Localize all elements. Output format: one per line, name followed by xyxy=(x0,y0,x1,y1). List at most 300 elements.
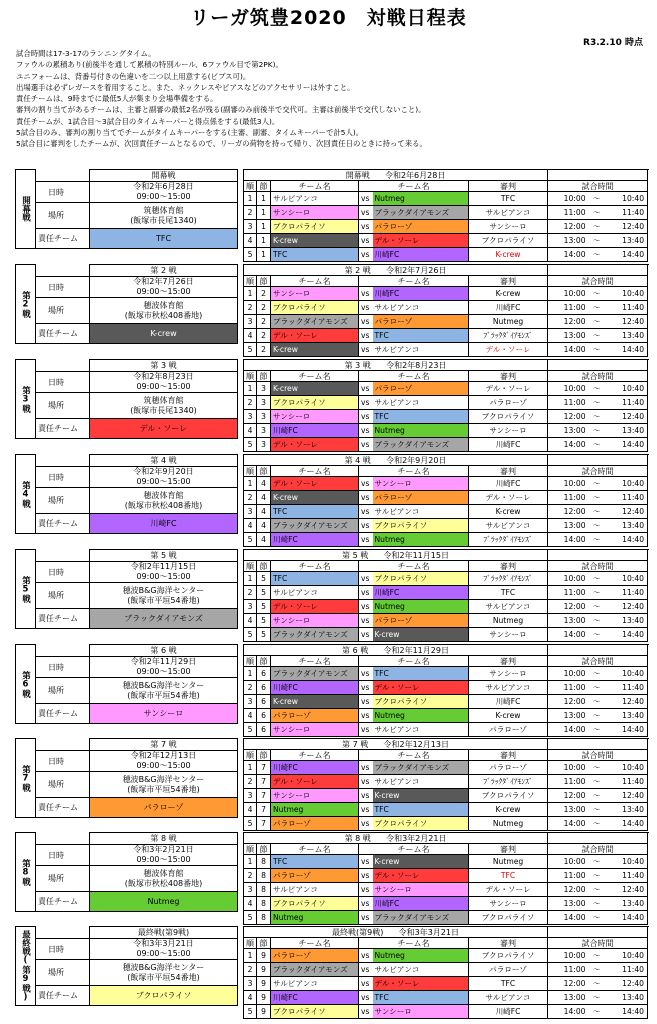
referee-team: サンシーロ xyxy=(469,628,548,642)
blank-cell xyxy=(36,927,90,939)
start-time: 10:00 xyxy=(548,949,588,963)
match-order: 4 xyxy=(244,897,257,911)
match-order: 5 xyxy=(244,438,257,452)
referee-team: デル・ソーレ xyxy=(469,382,548,396)
team-a: 川崎FC xyxy=(271,991,359,1005)
team-a: K-crew xyxy=(271,234,359,248)
team-a: パラローゾ xyxy=(271,869,359,883)
match-row xyxy=(244,424,648,438)
team-a: ブラックダイアモンズ xyxy=(271,315,359,329)
section-header: 節 xyxy=(257,844,271,855)
tilde: ～ xyxy=(588,301,606,315)
referee-team: デル・ソーレ xyxy=(469,343,548,357)
start-time: 10:00 xyxy=(548,382,588,396)
team-b: デル・ソーレ xyxy=(373,234,469,248)
match-row xyxy=(244,410,648,424)
datetime-label: 日時 xyxy=(36,845,90,866)
match-row xyxy=(244,709,648,723)
match-time-header: 試合時間 xyxy=(548,181,648,192)
match-row xyxy=(244,614,648,628)
start-time: 11:00 xyxy=(548,206,588,220)
match-order: 2 xyxy=(244,206,257,220)
team-a: サンシーロ xyxy=(271,206,359,220)
team-a: K-crew xyxy=(271,491,359,505)
round-info-table xyxy=(15,454,238,534)
end-time: 10:40 xyxy=(606,667,648,681)
start-time: 12:00 xyxy=(548,695,588,709)
start-time: 10:00 xyxy=(548,287,588,301)
round-venue xyxy=(90,203,238,229)
match-header-date: 令和2年8月23日 xyxy=(386,360,447,370)
responsible-team: 川崎FC xyxy=(90,514,238,534)
team-b: パラローゾ xyxy=(373,315,469,329)
start-time: 12:00 xyxy=(548,315,588,329)
venue-address: (飯塚市秋松408番地) xyxy=(124,500,203,510)
responsible-team: デル・ソーレ xyxy=(90,419,238,439)
match-row xyxy=(244,883,648,897)
end-time: 13:40 xyxy=(606,234,648,248)
end-time: 12:40 xyxy=(606,600,648,614)
team-a: TFC xyxy=(271,248,359,262)
round-time: 09:00～15:00 xyxy=(136,192,191,201)
team-b: サルビアンコ xyxy=(373,775,469,789)
round-vertical-label: 第6戦 xyxy=(16,645,36,724)
responsible-team: パラローゾ xyxy=(90,798,238,818)
vs-label: vs xyxy=(359,614,373,628)
team-b: サンシーロ xyxy=(373,883,469,897)
vs-label: vs xyxy=(359,491,373,505)
team-b: TFC xyxy=(373,667,469,681)
match-table xyxy=(243,454,648,547)
order-header: 順 xyxy=(244,371,257,382)
match-row xyxy=(244,761,648,775)
match-header-round xyxy=(244,739,548,750)
team-b: Nutmeg xyxy=(373,709,469,723)
match-row xyxy=(244,775,648,789)
vs-label: vs xyxy=(359,343,373,357)
round-datetime xyxy=(90,182,238,203)
team-a: Nutmeg xyxy=(271,803,359,817)
referee-header: 審判 xyxy=(469,276,548,287)
team-b-header: チーム名 xyxy=(359,750,469,761)
referee-team: ﾌﾞﾗｯｸﾀﾞｲｱﾓﾝｽﾞ xyxy=(469,572,548,586)
match-table xyxy=(243,926,648,1019)
tilde: ～ xyxy=(588,949,606,963)
end-time: 12:40 xyxy=(606,315,648,329)
referee-team: サルビアンコ xyxy=(469,206,548,220)
referee-header: 審判 xyxy=(469,561,548,572)
team-b: Nutmeg xyxy=(373,533,469,547)
round-info-table xyxy=(15,832,238,912)
match-header-date: 令和3年2月21日 xyxy=(386,833,447,843)
blank-cell xyxy=(36,265,90,277)
match-section: 6 xyxy=(257,681,271,695)
team-a-header: チーム名 xyxy=(271,656,359,667)
start-time: 14:00 xyxy=(548,1005,588,1019)
referee-team: K-crew xyxy=(469,709,548,723)
match-header-date: 令和3年3月21日 xyxy=(398,927,459,937)
end-time: 11:40 xyxy=(606,586,648,600)
tilde: ～ xyxy=(588,234,606,248)
as-of-date: R3.2.10 時点 xyxy=(583,38,643,48)
vs-label: vs xyxy=(359,206,373,220)
match-row xyxy=(244,206,648,220)
end-time: 13:40 xyxy=(606,424,648,438)
match-row xyxy=(244,301,648,315)
referee-team: サルビアンコ xyxy=(469,519,548,533)
referee-team: TFC xyxy=(469,192,548,206)
responsible-label: 責任チーム xyxy=(36,986,90,1006)
match-header-round xyxy=(244,645,548,656)
round-date: 令和3年3月21日 xyxy=(133,939,194,948)
start-time: 10:00 xyxy=(548,477,588,491)
team-a: 川崎FC xyxy=(271,424,359,438)
referee-team: ﾌﾞﾗｯｸﾀﾞｲｱﾓﾝｽﾞ xyxy=(469,533,548,547)
start-time: 11:00 xyxy=(548,491,588,505)
match-time-header: 試合時間 xyxy=(548,466,648,477)
match-row xyxy=(244,477,648,491)
team-b: ブクロパライソ xyxy=(373,817,469,831)
round-vertical-label: 第5戦 xyxy=(16,550,36,629)
start-time: 11:00 xyxy=(548,301,588,315)
match-row xyxy=(244,491,648,505)
team-a: デル・ソーレ xyxy=(271,775,359,789)
venue-label: 場所 xyxy=(36,203,90,229)
round-datetime xyxy=(90,751,238,772)
match-section: 2 xyxy=(257,343,271,357)
match-order: 2 xyxy=(244,301,257,315)
rule-line: 5試合目に審判をしたチームが、次回責任チームとなるので、リーガの荷物を持って帰り、次回責任日のときに持って来る。 xyxy=(16,139,427,149)
referee-team: ブクロパライソ xyxy=(469,949,548,963)
end-time: 10:40 xyxy=(606,477,648,491)
match-row xyxy=(244,855,648,869)
match-table xyxy=(243,169,648,262)
referee-team: 川崎FC xyxy=(469,438,548,452)
vs-label: vs xyxy=(359,519,373,533)
page-title: リーガ筑豊2020 対戦日程表 xyxy=(190,7,467,29)
round-date: 令和2年9月20日 xyxy=(133,467,194,476)
match-order: 1 xyxy=(244,761,257,775)
end-time: 14:40 xyxy=(606,1005,648,1019)
rule-line: 出場選手は必ずレガースを着用すること。また、ネックレスやピアスなどのアクセサリーは外すこと。 xyxy=(16,82,355,92)
team-a: サンシーロ xyxy=(271,410,359,424)
team-a: Nutmeg xyxy=(271,911,359,925)
start-time: 11:00 xyxy=(548,396,588,410)
match-section: 4 xyxy=(257,477,271,491)
order-header: 順 xyxy=(244,466,257,477)
start-time: 13:00 xyxy=(548,614,588,628)
match-order: 5 xyxy=(244,1005,257,1019)
tilde: ～ xyxy=(588,586,606,600)
end-time: 13:40 xyxy=(606,897,648,911)
start-time: 11:00 xyxy=(548,963,588,977)
venue-address: (飯塚市平垣54番地) xyxy=(127,595,200,605)
match-order: 4 xyxy=(244,709,257,723)
tilde: ～ xyxy=(588,424,606,438)
vs-label: vs xyxy=(359,723,373,737)
end-time: 12:40 xyxy=(606,789,648,803)
vs-label: vs xyxy=(359,949,373,963)
referee-team: デル・ソーレ xyxy=(469,491,548,505)
round-time: 09:00～15:00 xyxy=(136,477,191,486)
start-time: 14:00 xyxy=(548,628,588,642)
venue-address: (飯塚市平垣54番地) xyxy=(127,690,200,700)
vs-label: vs xyxy=(359,600,373,614)
round-name: 最終戦(第9戦) xyxy=(90,927,238,939)
round-venue xyxy=(90,866,238,892)
section-header: 節 xyxy=(257,656,271,667)
start-time: 10:00 xyxy=(548,761,588,775)
responsible-team: TFC xyxy=(90,229,238,249)
round-time: 09:00～15:00 xyxy=(136,667,191,676)
rule-line: ファウルの累積あり(前後半を通して累積の特別ルール、6ファウル目で第2PK)。 xyxy=(16,60,283,70)
round-vertical-label: 最終戦(第9戦) xyxy=(16,927,36,1006)
responsible-team: ブラックダイアモンズ xyxy=(90,609,238,629)
team-a: サンシーロ xyxy=(271,614,359,628)
blank-cell xyxy=(548,550,648,561)
match-order: 2 xyxy=(244,869,257,883)
match-order: 2 xyxy=(244,491,257,505)
match-table xyxy=(243,264,648,357)
round-time: 09:00～15:00 xyxy=(136,572,191,581)
match-row xyxy=(244,533,648,547)
venue-address: (飯塚市秋松408番地) xyxy=(124,878,203,888)
team-b: 川崎FC xyxy=(373,248,469,262)
team-a-header: チーム名 xyxy=(271,561,359,572)
venue-name: 穂波B&G海洋センター xyxy=(122,585,205,595)
match-row xyxy=(244,600,648,614)
tilde: ～ xyxy=(588,855,606,869)
team-b: TFC xyxy=(373,329,469,343)
blank-cell xyxy=(548,170,648,181)
round-info-table xyxy=(15,644,238,724)
tilde: ～ xyxy=(588,977,606,991)
round-vertical-label: 第3戦 xyxy=(16,360,36,439)
start-time: 10:00 xyxy=(548,192,588,206)
match-row xyxy=(244,505,648,519)
tilde: ～ xyxy=(588,628,606,642)
match-section: 9 xyxy=(257,1005,271,1019)
team-a: パラローゾ xyxy=(271,709,359,723)
round-info-table xyxy=(15,738,238,818)
team-a: デル・ソーレ xyxy=(271,329,359,343)
referee-header: 審判 xyxy=(469,844,548,855)
match-order: 3 xyxy=(244,220,257,234)
team-b: 川崎FC xyxy=(373,586,469,600)
blank-cell xyxy=(548,265,648,276)
team-a: TFC xyxy=(271,855,359,869)
end-time: 11:40 xyxy=(606,963,648,977)
round-info-table xyxy=(15,549,238,629)
responsible-label: 責任チーム xyxy=(36,609,90,629)
match-row xyxy=(244,963,648,977)
referee-team: K-crew xyxy=(469,803,548,817)
datetime-label: 日時 xyxy=(36,751,90,772)
end-time: 14:40 xyxy=(606,438,648,452)
team-a: パラローゾ xyxy=(271,817,359,831)
team-b: サルビアンコ xyxy=(373,301,469,315)
match-section: 3 xyxy=(257,438,271,452)
match-time-header: 試合時間 xyxy=(548,371,648,382)
round-datetime xyxy=(90,939,238,960)
tilde: ～ xyxy=(588,410,606,424)
vs-label: vs xyxy=(359,775,373,789)
match-section: 4 xyxy=(257,505,271,519)
referee-team: ﾌﾞﾗｯｸﾀﾞｲｱﾓﾝｽﾞ xyxy=(469,329,548,343)
team-b: デル・ソーレ xyxy=(373,977,469,991)
blank-cell xyxy=(36,455,90,467)
vs-label: vs xyxy=(359,410,373,424)
round-date: 令和2年8月23日 xyxy=(133,372,194,381)
match-order: 1 xyxy=(244,287,257,301)
match-row xyxy=(244,667,648,681)
tilde: ～ xyxy=(588,477,606,491)
venue-address: (飯塚市平垣54番地) xyxy=(127,784,200,794)
match-order: 5 xyxy=(244,248,257,262)
tilde: ～ xyxy=(588,438,606,452)
match-section: 1 xyxy=(257,206,271,220)
match-row xyxy=(244,803,648,817)
referee-team: サンシーロ xyxy=(469,667,548,681)
match-row xyxy=(244,897,648,911)
match-section: 9 xyxy=(257,949,271,963)
round-datetime xyxy=(90,657,238,678)
team-a: パラローゾ xyxy=(271,949,359,963)
tilde: ～ xyxy=(588,192,606,206)
round-vertical-label: 第7戦 xyxy=(16,739,36,818)
round-date: 令和2年12月13日 xyxy=(130,751,197,760)
match-header-round xyxy=(244,550,548,561)
match-order: 5 xyxy=(244,911,257,925)
vs-label: vs xyxy=(359,883,373,897)
referee-team: 川崎FC xyxy=(469,477,548,491)
start-time: 14:00 xyxy=(548,723,588,737)
team-a: 川崎FC xyxy=(271,761,359,775)
start-time: 14:00 xyxy=(548,911,588,925)
tilde: ～ xyxy=(588,396,606,410)
match-row xyxy=(244,315,648,329)
match-section: 3 xyxy=(257,382,271,396)
vs-label: vs xyxy=(359,628,373,642)
tilde: ～ xyxy=(588,519,606,533)
round-info-table xyxy=(15,359,238,439)
referee-header: 審判 xyxy=(469,466,548,477)
referee-team: TFC xyxy=(469,586,548,600)
round-datetime xyxy=(90,372,238,393)
match-section: 6 xyxy=(257,723,271,737)
blank-cell xyxy=(36,739,90,751)
match-row xyxy=(244,817,648,831)
team-b: ブクロパライソ xyxy=(373,519,469,533)
order-header: 順 xyxy=(244,561,257,572)
match-section: 4 xyxy=(257,533,271,547)
vs-label: vs xyxy=(359,803,373,817)
match-order: 4 xyxy=(244,424,257,438)
vs-label: vs xyxy=(359,1005,373,1019)
match-row xyxy=(244,438,648,452)
referee-team: Nutmeg xyxy=(469,817,548,831)
team-a: ブクロパライソ xyxy=(271,396,359,410)
vs-label: vs xyxy=(359,963,373,977)
venue-label: 場所 xyxy=(36,960,90,986)
match-row xyxy=(244,343,648,357)
match-order: 1 xyxy=(244,855,257,869)
tilde: ～ xyxy=(588,775,606,789)
referee-team: ﾌﾞﾗｯｸﾀﾞｲｱﾓﾝｽﾞ xyxy=(469,775,548,789)
round-time: 09:00～15:00 xyxy=(136,761,191,770)
vs-label: vs xyxy=(359,681,373,695)
team-a: デル・ソーレ xyxy=(271,438,359,452)
vs-label: vs xyxy=(359,192,373,206)
match-section: 1 xyxy=(257,192,271,206)
venue-address: (飯塚市長尾1340) xyxy=(130,405,197,415)
match-header-date: 令和2年11月15日 xyxy=(383,550,449,560)
round-venue xyxy=(90,583,238,609)
referee-team: デル・ソーレ xyxy=(469,883,548,897)
match-time-header: 試合時間 xyxy=(548,844,648,855)
team-a: 川崎FC xyxy=(271,681,359,695)
tilde: ～ xyxy=(588,614,606,628)
referee-header: 審判 xyxy=(469,938,548,949)
team-b-header: チーム名 xyxy=(359,276,469,287)
team-b: パラローゾ xyxy=(373,382,469,396)
start-time: 10:00 xyxy=(548,572,588,586)
team-b: サルビアンコ xyxy=(373,723,469,737)
start-time: 12:00 xyxy=(548,505,588,519)
match-section: 9 xyxy=(257,963,271,977)
vs-label: vs xyxy=(359,477,373,491)
match-header-name: 最終戦(第9戦) xyxy=(332,927,384,937)
end-time: 14:40 xyxy=(606,817,648,831)
responsible-team: Nutmeg xyxy=(90,892,238,912)
start-time: 14:00 xyxy=(548,533,588,547)
end-time: 12:40 xyxy=(606,695,648,709)
match-section: 4 xyxy=(257,519,271,533)
team-b: デル・ソーレ xyxy=(373,681,469,695)
team-a: 川崎FC xyxy=(271,533,359,547)
match-order: 1 xyxy=(244,667,257,681)
round-name: 第 4 戦 xyxy=(90,455,238,467)
vs-label: vs xyxy=(359,869,373,883)
referee-header: 審判 xyxy=(469,371,548,382)
section-header: 節 xyxy=(257,371,271,382)
match-section: 6 xyxy=(257,667,271,681)
match-order: 1 xyxy=(244,382,257,396)
team-b: ブラックダイアモンズ xyxy=(373,206,469,220)
match-section: 5 xyxy=(257,600,271,614)
end-time: 10:40 xyxy=(606,761,648,775)
round-venue xyxy=(90,393,238,419)
match-section: 7 xyxy=(257,761,271,775)
team-a: ブクロパライソ xyxy=(271,301,359,315)
venue-name: 筑穂体育館 xyxy=(143,395,184,405)
tilde: ～ xyxy=(588,287,606,301)
referee-team: サンシーロ xyxy=(469,220,548,234)
match-section: 8 xyxy=(257,855,271,869)
match-section: 5 xyxy=(257,586,271,600)
round-venue xyxy=(90,960,238,986)
match-order: 3 xyxy=(244,315,257,329)
vs-label: vs xyxy=(359,301,373,315)
team-b: Nutmeg xyxy=(373,424,469,438)
team-a: デル・ソーレ xyxy=(271,600,359,614)
match-section: 9 xyxy=(257,991,271,1005)
blank-cell xyxy=(36,360,90,372)
match-table xyxy=(243,549,648,642)
round-vertical-label: 開幕戦 xyxy=(16,170,36,249)
team-a: サンシーロ xyxy=(271,723,359,737)
match-order: 3 xyxy=(244,695,257,709)
